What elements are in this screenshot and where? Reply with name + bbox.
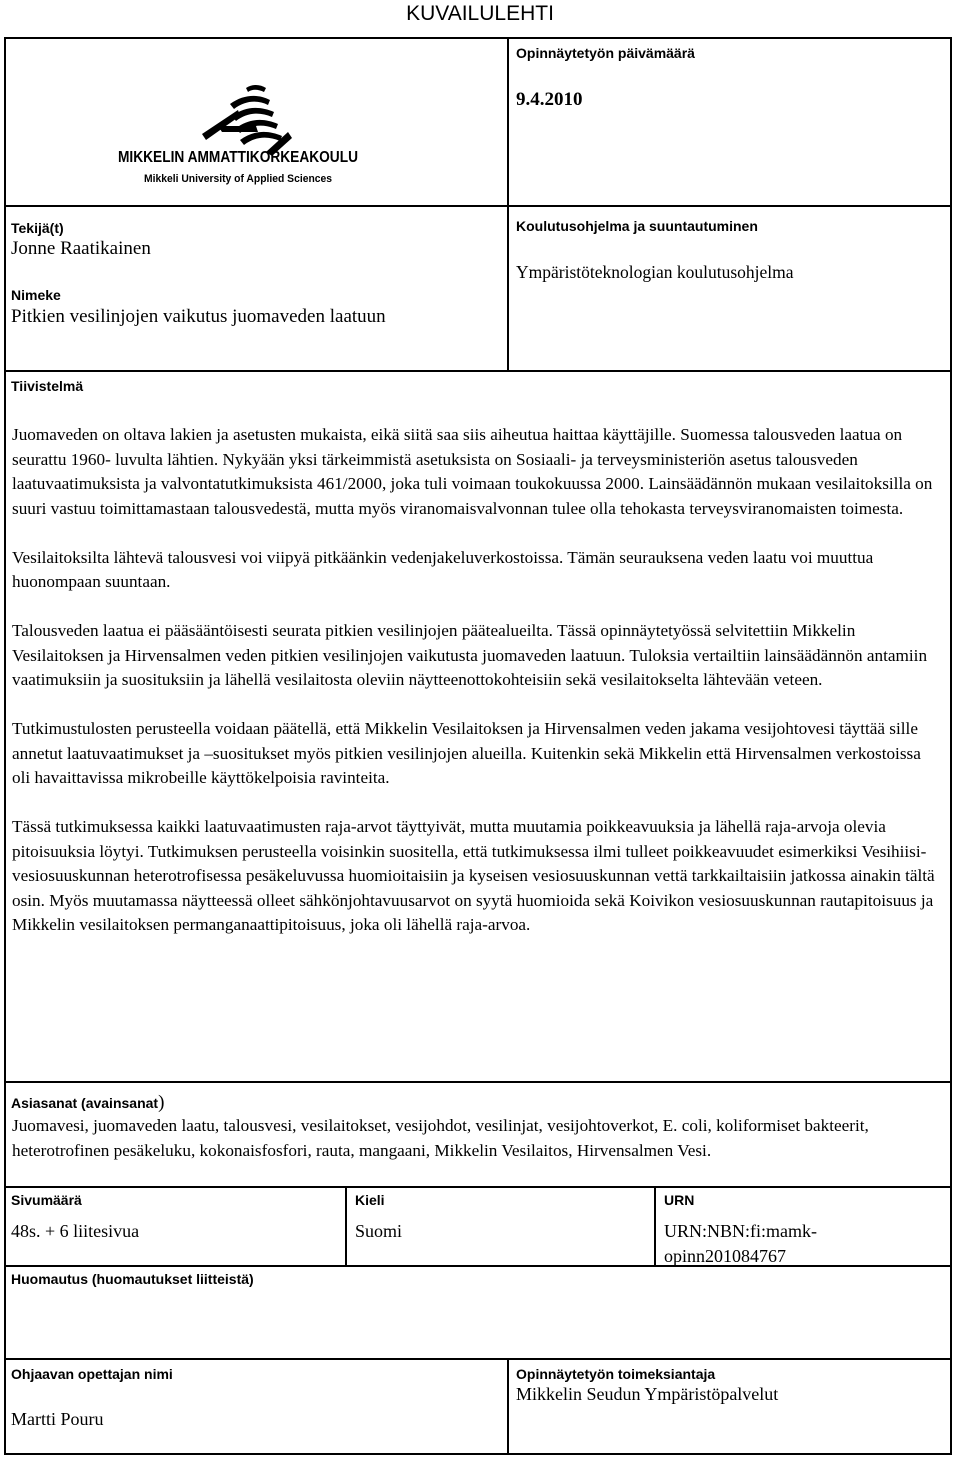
divider-title <box>4 370 952 372</box>
date-value: 9.4.2010 <box>516 89 583 110</box>
mamk-logo <box>118 82 360 188</box>
document-title: KUVAILULEHTI <box>406 2 554 25</box>
author-value: Jonne Raatikainen <box>11 238 151 259</box>
date-label: Opinnäytetyön päivämäärä <box>516 45 695 61</box>
language-label: Kieli <box>355 1192 385 1208</box>
supervisor-value: Martti Pouru <box>11 1409 104 1429</box>
pages-value: 48s. + 6 liitesivua <box>11 1221 140 1241</box>
logo-name: MIKKELIN AMMATTIKORKEAKOULU <box>118 149 358 166</box>
divider-vertical-language <box>654 1186 656 1265</box>
urn-value-line2: opinn201084767 <box>664 1246 787 1266</box>
pages-label: Sivumäärä <box>11 1192 82 1208</box>
divider-vertical-header <box>507 37 509 205</box>
supervisor-label: Ohjaavan opettajan nimi <box>11 1366 173 1382</box>
abstract-paragraph: Tässä tutkimuksessa kaikki laatuvaatimusten raja-arvot täyttyivät, mutta muutamia poikkeavuuksia ja lähellä raja-arvoja olevia pitoisuuksia löytyi. Tutkimuksen perusteella voisinkin suositella, että tutkimuksessa ilmi tulleet poikkeavuudet esimerkiksi Vesihiisi-vesiosuuskunnan heterotrofisessa pesäkeluvussa huomioitaisiin ja kyseisen vesiosuuskunnan vettä tarkkailtaisiin jatkossa ainakin tältä osin. Myös muutamassa näytteessä olleet sähkönjohtavuusarvot on syytä huomioida sekä Koivikon vesiosuuskunnan rautapitoisuus ja Mikkelin vesilaitoksen permanganaattipitoisuus, joka oli lähellä raja-arvoa. <box>12 817 935 934</box>
divider-vertical-footer <box>507 1358 509 1455</box>
keywords-label <box>11 1094 164 1112</box>
abstract-label: Tiivistelmä <box>11 378 84 394</box>
commissioner-label: Opinnäytetyön toimeksiantaja <box>516 1366 716 1382</box>
divider-abstract <box>4 1081 952 1083</box>
divider-vertical-title <box>507 205 509 370</box>
divider-header <box>4 205 952 207</box>
mamk-logo-icon <box>118 82 360 188</box>
keywords-label-paren: ) <box>158 1092 165 1113</box>
language-value: Suomi <box>355 1221 403 1241</box>
notes-label: Huomautus (huomautukset liitteistä) <box>11 1271 254 1287</box>
programme-label: Koulutusohjelma ja suuntautuminen <box>516 218 758 234</box>
thesis-name-label: Nimeke <box>11 287 61 303</box>
divider-vertical-pages <box>345 1186 347 1265</box>
thesis-name-value: Pitkien vesilinjojen vaikutus juomaveden laatuun <box>11 306 386 327</box>
keywords-label-text: Asiasanat (avainsanat <box>11 1095 159 1111</box>
divider-keywords <box>4 1186 952 1188</box>
logo-subname: Mikkeli University of Applied Sciences <box>144 173 332 185</box>
abstract-paragraph: Juomaveden on oltava lakien ja asetusten mukaista, eikä siitä saa siis aiheutua haittaa käyttäjille. Suomessa talousveden laatua on seurattu 1960- luvulta lähtien. Nykyään yksi tärkeimmistä asetuksista on Sosiaali- ja terveysministeriön asetus talousveden laatuvaatimuksista ja valvontatutkimuksista 461/2000, joka tuli voimaan toukokuussa 2000. Lainsäädännön mukaan vesilaitoksilla on suuri vastuu toimittamastaan talousvedestä, mutta myös viranomaisvalvonnan tulee olla tehokasta terveysviranomaisten toimesta. <box>12 425 933 518</box>
urn-label: URN <box>664 1192 695 1208</box>
abstract-body <box>12 423 938 962</box>
abstract-paragraph: Vesilaitoksilta lähtevä talousvesi voi viipyä pitkäänkin vedenjakeluverkostoissa. Tämän seurauksena veden laatu voi muuttua huonompaan suuntaan. <box>12 547 874 591</box>
keywords-value: Juomavesi, juomaveden laatu, talousvesi, vesilaitokset, vesijohdot, vesilinjat, vesijohtoverkot, E. coli, koliformiset bakteerit, heterotrofinen pesäkeluku, kokonaisfosfori, rauta, mangaani, Mikkelin Vesilaitos, Hirvensalmen Vesi. <box>12 1116 869 1160</box>
commissioner-value: Mikkelin Seudun Ympäristöpalvelut <box>516 1384 779 1404</box>
programme-value: Ympäristöteknologian koulutusohjelma <box>516 262 794 282</box>
author-label: Tekijä(t) <box>11 220 64 236</box>
divider-notes <box>4 1358 952 1360</box>
abstract-paragraph: Tutkimustulosten perusteella voidaan päätellä, että Mikkelin Vesilaitoksen ja Hirvensalmen veden jakama vesijohtovesi täyttää sille annetut laatuvaatimukset ja –suositukset myös pitkien vesilinjojen alueilla. Kuitenkin sekä Mikkelin että Hirvensalmen verkostoissa oli havaittavissa mikrobeille käyttökelpoisia ravinteita. <box>12 719 921 787</box>
urn-value-line1: URN:NBN:fi:mamk- <box>664 1221 817 1241</box>
divider-info <box>4 1265 952 1267</box>
abstract-paragraph: Talousveden laatua ei pääsääntöisesti seurata pitkien vesilinjojen päätealueilta. Tässä opinnäytetyössä selvitettiin Mikkelin Vesilaitoksen ja Hirvensalmen veden pitkien vesilinjojen vaikutusta juomaveden laatuun. Tuloksia vertailtiin lainsäädännön antamiin vaatimuksiin ja suosituksiin ja lähellä vesilaitosta oleviin näytteenottokohteisiin sekä vesilaitokselta lähtevään veteen. <box>12 621 928 689</box>
